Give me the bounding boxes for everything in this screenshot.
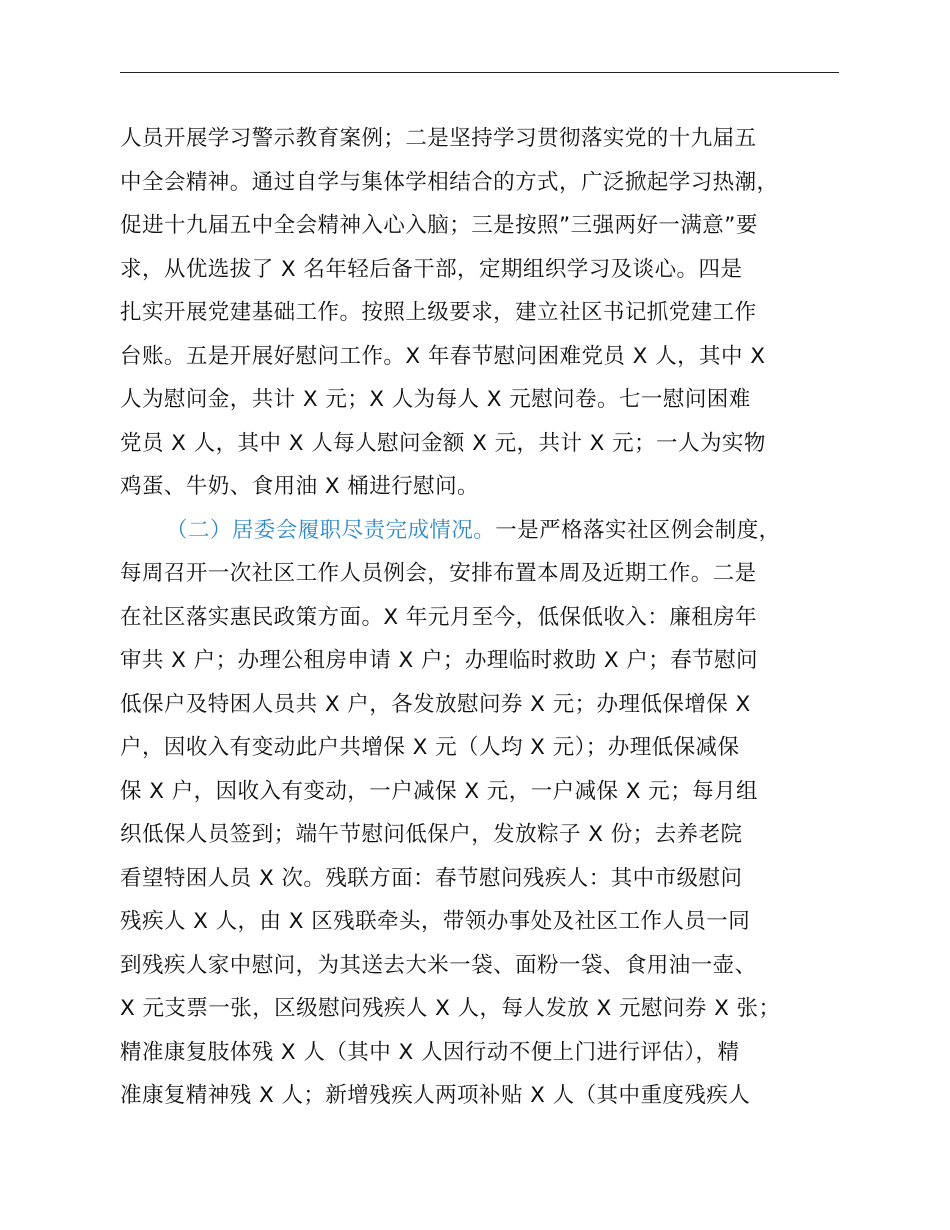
header-rule [120, 72, 839, 73]
section-first-line [120, 509, 860, 553]
text-line: 人员开展学习警示教育案例；二是坚持学习贯彻落实党的十九届五 [120, 126, 757, 151]
text-line: 在社区落实惠民政策方面。X 年元月至今，低保低收入：廉租房年 [120, 604, 758, 630]
text-line: 到残疾人家中慰问，为其送去大米一袋、面粉一袋、食用油一壶、 [120, 952, 757, 978]
text-line: 审共 X 户；办理公租房申请 X 户；办理临时救助 X 户；春节慰问 [120, 648, 758, 673]
text-line: 准康复精神残 X 人；新增残疾人两项补贴 X 人（其中重度残疾人 [120, 1083, 751, 1108]
text-line: 台账。五是开展好慰问工作。X 年春节慰问困难党员 X 人，其中 X [120, 343, 766, 369]
text-line: 人为慰问金，共计 X 元；X 人为每人 X 元慰问卷。七一慰问困难 [120, 387, 751, 412]
text-line: 低保户及特困人员共 X 户，各发放慰问券 X 元；办理低保增保 X [120, 691, 751, 717]
text-line: 看望特困人员 X 次。残联方面：春节慰问残疾人：其中市级慰问 [120, 865, 743, 891]
text-line: 每周召开一次社区工作人员例会，安排布置本周及近期工作。二是 [120, 561, 757, 586]
text-line: 求，从优选拔了 X 名年轻后备干部，定期组织学习及谈心。四是 [120, 256, 743, 282]
text-line: 中全会精神。通过自学与集体学相结合的方式，广泛掀起学习热潮， [120, 169, 779, 195]
text-line: 鸡蛋、牛奶、食用油 X 桶进行慰问。 [120, 474, 479, 499]
body-text [120, 117, 860, 1118]
section-heading: （二）居委会履职尽责完成情况。 [166, 517, 496, 543]
text-line: X 元支票一张，区级慰问残疾人 X 人，每人发放 X 元慰问券 X 张； [120, 996, 781, 1021]
text-line: 扎实开展党建基础工作。按照上级要求，建立社区书记抓党建工作 [120, 300, 757, 325]
text-line: 残疾人 X 人，由 X 区残联牵头，带领办事处及社区工作人员一同 [120, 909, 751, 934]
text-line: 精准康复肢体残 X 人（其中 X 人因行动不便上门进行评估），精 [120, 1039, 740, 1065]
section-first-line-text: 一是严格落实社区例会制度， [495, 517, 781, 543]
text-line: 保 X 户，因收入有变动，一户减保 X 元，一户减保 X 元；每月组 [120, 778, 758, 804]
text-line: 党员 X 人，其中 X 人每人慰问金额 X 元，共计 X 元；一人为实物 [120, 430, 766, 456]
text-line: 促进十九届五中全会精神入心入脑；三是按照”三强两好一满意”要 [120, 213, 758, 238]
text-line: 户，因收入有变动此户共增保 X 元（人均 X 元）；办理低保减保 [120, 735, 740, 760]
text-line: 织低保人员签到；端午节慰问低保户，发放粽子 X 份；去养老院 [120, 822, 743, 847]
